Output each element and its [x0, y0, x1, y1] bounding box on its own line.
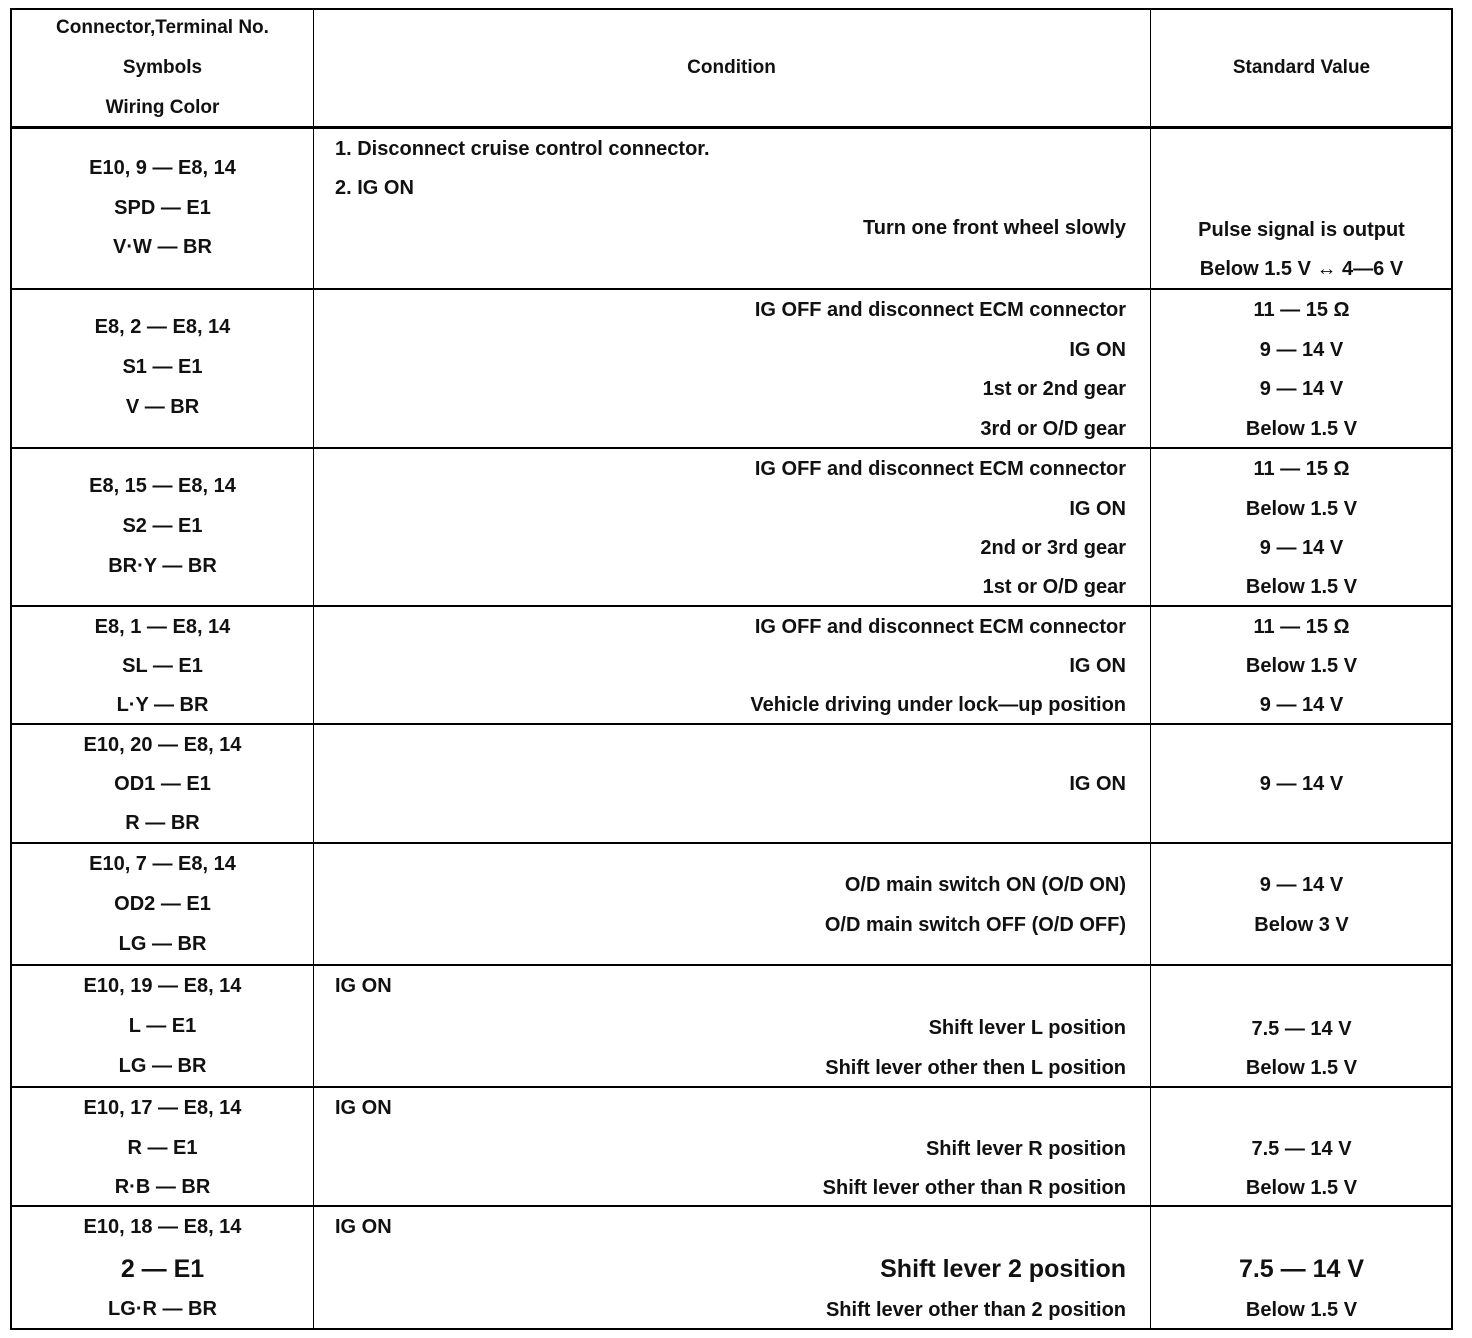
- standard-value: Pulse signal is output: [1198, 219, 1405, 241]
- procedure-step: IG ON: [335, 975, 392, 997]
- condition-text: 2nd or 3rd gear: [980, 537, 1126, 559]
- terminal-pair: E8, 15 — E8, 14: [89, 475, 236, 497]
- terminal-pair: E10, 17 — E8, 14: [83, 1097, 242, 1119]
- condition-text: Shift lever other then L position: [825, 1057, 1126, 1079]
- column-divider: [313, 966, 314, 1086]
- standard-value: Below 1.5 V ↔ 4—6 V: [1199, 258, 1404, 280]
- standard-value: 9 — 14 V: [1259, 694, 1344, 716]
- standard-value: Below 3 V: [1254, 914, 1349, 936]
- standard-value: Below 1.5 V: [1245, 418, 1358, 440]
- column-divider: [313, 290, 314, 447]
- column-divider: [313, 725, 314, 842]
- condition-text: IG OFF and disconnect ECM connector: [754, 299, 1126, 321]
- condition-text: O/D main switch ON (O/D ON): [844, 874, 1126, 896]
- condition-text: IG ON: [1069, 339, 1126, 361]
- terminal-pair: E10, 18 — E8, 14: [83, 1216, 242, 1238]
- terminal-pair: E8, 1 — E8, 14: [94, 616, 231, 638]
- standard-value: 9 — 14 V: [1259, 537, 1344, 559]
- column-divider: [313, 1207, 314, 1330]
- symbol-pair: S1 — E1: [122, 356, 203, 378]
- header-standard-value: Standard Value: [1232, 57, 1371, 78]
- condition-text: 3rd or O/D gear: [980, 418, 1126, 440]
- condition-text: 1st or 2nd gear: [982, 378, 1126, 400]
- standard-value: 9 — 14 V: [1259, 874, 1344, 896]
- header-connector-line: Connector,Terminal No.: [56, 17, 269, 38]
- terminal-pair: E10, 9 — E8, 14: [89, 157, 236, 179]
- standard-value: 9 — 14 V: [1259, 339, 1344, 361]
- table-row: [12, 844, 1451, 966]
- condition-text: IG ON: [1069, 498, 1126, 520]
- symbol-pair: OD2 — E1: [114, 893, 211, 915]
- wiring-color: L·Y — BR: [116, 694, 209, 716]
- column-divider: [1150, 10, 1151, 126]
- standard-value: Below 1.5 V: [1245, 576, 1358, 598]
- condition-text: IG OFF and disconnect ECM connector: [754, 458, 1126, 480]
- symbol-pair: R — E1: [127, 1137, 198, 1159]
- symbol-pair: 2 — E1: [120, 1255, 205, 1283]
- standard-value: Below 1.5 V: [1245, 498, 1358, 520]
- column-divider: [313, 844, 314, 964]
- wiring-color: LG — BR: [118, 933, 207, 955]
- condition-text: O/D main switch OFF (O/D OFF): [824, 914, 1126, 936]
- table-row: [12, 966, 1451, 1088]
- standard-value: Below 1.5 V: [1245, 1299, 1358, 1321]
- condition-text: Shift lever R position: [925, 1138, 1126, 1160]
- terminal-pair: E8, 2 — E8, 14: [94, 316, 231, 338]
- table-row: [12, 1207, 1451, 1330]
- table-row: [12, 1088, 1451, 1207]
- wiring-color: BR·Y — BR: [108, 555, 217, 577]
- standard-value: Below 1.5 V: [1245, 655, 1358, 677]
- symbol-pair: L — E1: [128, 1015, 197, 1037]
- standard-value: 9 — 14 V: [1259, 378, 1344, 400]
- symbol-pair: SPD — E1: [114, 197, 211, 219]
- header-connector: [12, 10, 313, 126]
- condition-text: IG ON: [1069, 773, 1126, 795]
- standard-value: 11 — 15 Ω: [1253, 616, 1350, 638]
- wiring-color: R — BR: [125, 812, 200, 834]
- terminal-pair: E10, 20 — E8, 14: [83, 734, 242, 756]
- column-divider: [313, 607, 314, 723]
- standard-value: Below 1.5 V: [1245, 1057, 1358, 1079]
- column-divider: [313, 449, 314, 605]
- condition-text: Shift lever L position: [928, 1017, 1126, 1039]
- standard-value: 9 — 14 V: [1259, 773, 1344, 795]
- table-row: [12, 129, 1451, 290]
- standard-value: Below 1.5 V: [1245, 1177, 1358, 1199]
- wiring-color: V·W — BR: [113, 236, 212, 258]
- table-row: [12, 725, 1451, 844]
- wiring-color: LG — BR: [118, 1055, 207, 1077]
- symbol-pair: S2 — E1: [122, 515, 203, 537]
- header-symbols-line: Symbols: [122, 57, 203, 78]
- table-row: [12, 449, 1451, 607]
- condition-text: Shift lever other than 2 position: [825, 1299, 1126, 1321]
- table-header: [12, 10, 1451, 129]
- condition-text: 1st or O/D gear: [982, 576, 1126, 598]
- symbol-pair: SL — E1: [122, 655, 203, 677]
- standard-value: 7.5 — 14 V: [1251, 1138, 1352, 1160]
- standard-value: 11 — 15 Ω: [1253, 299, 1350, 321]
- header-condition: Condition: [687, 57, 776, 78]
- terminal-spec-table: [10, 8, 1453, 1330]
- column-divider: [313, 1088, 314, 1205]
- condition-text: Turn one front wheel slowly: [863, 217, 1126, 239]
- header-wiring-line: Wiring Color: [105, 97, 220, 118]
- symbol-pair: OD1 — E1: [114, 773, 211, 795]
- standard-value: 7.5 — 14 V: [1238, 1255, 1365, 1283]
- standard-value: 7.5 — 14 V: [1251, 1018, 1352, 1040]
- wiring-color: LG·R — BR: [108, 1298, 217, 1320]
- terminal-pair: E10, 7 — E8, 14: [89, 853, 236, 875]
- condition-text: Vehicle driving under lock—up position: [750, 694, 1126, 716]
- condition-text: Shift lever 2 position: [880, 1255, 1126, 1283]
- column-divider: [313, 10, 314, 126]
- procedure-step: 1. Disconnect cruise control connector.: [335, 138, 710, 160]
- condition-text: IG OFF and disconnect ECM connector: [754, 616, 1126, 638]
- table-row: [12, 290, 1451, 449]
- procedure-step: IG ON: [335, 1097, 392, 1119]
- wiring-color: R·B — BR: [114, 1176, 211, 1198]
- column-divider: [313, 129, 314, 288]
- terminal-pair: E10, 19 — E8, 14: [83, 975, 242, 997]
- procedure-step: IG ON: [335, 1216, 392, 1238]
- condition-text: Shift lever other than R position: [822, 1177, 1126, 1199]
- wiring-color: V — BR: [125, 396, 200, 418]
- table-row: [12, 607, 1451, 725]
- condition-text: IG ON: [1069, 655, 1126, 677]
- standard-value: 11 — 15 Ω: [1253, 458, 1350, 480]
- procedure-step: 2. IG ON: [335, 177, 414, 199]
